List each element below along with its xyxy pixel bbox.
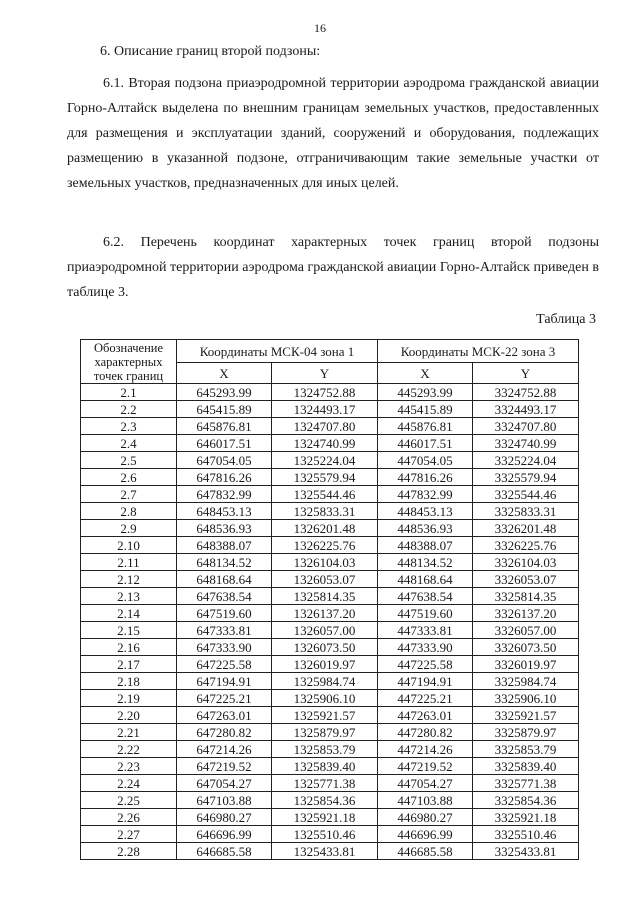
table-row: [81, 622, 579, 639]
table-row: [81, 469, 579, 486]
cell-x-msk22: 448134.52: [377, 554, 472, 571]
table-row: [81, 690, 579, 707]
cell-point-id: 2.8: [81, 503, 177, 520]
cell-y-msk22: 3326073.50: [472, 639, 578, 656]
cell-y-msk22: 3326019.97: [472, 656, 578, 673]
cell-x-msk04: 646696.99: [177, 826, 272, 843]
cell-x-msk22: 447054.27: [377, 775, 472, 792]
cell-x-msk22: 447280.82: [377, 724, 472, 741]
cell-y-msk22: 3325921.18: [472, 809, 578, 826]
coordinates-table: [80, 339, 579, 860]
cell-point-id: 2.16: [81, 639, 177, 656]
header-x-msk22: X: [377, 363, 472, 384]
section-heading: 6. Описание границ второй подзоны:: [100, 44, 321, 59]
cell-point-id: 2.6: [81, 469, 177, 486]
cell-y-msk22: 3325814.35: [472, 588, 578, 605]
cell-x-msk04: 648536.93: [177, 520, 272, 537]
cell-y-msk22: 3326201.48: [472, 520, 578, 537]
cell-y-msk04: 1326225.76: [272, 537, 378, 554]
header-msk04: Координаты МСК-04 зона 1: [177, 340, 378, 363]
cell-point-id: 2.15: [81, 622, 177, 639]
table-row: [81, 384, 579, 401]
cell-y-msk22: 3325771.38: [472, 775, 578, 792]
cell-x-msk04: 647219.52: [177, 758, 272, 775]
cell-y-msk22: 3325833.31: [472, 503, 578, 520]
cell-point-id: 2.14: [81, 605, 177, 622]
table-row: [81, 435, 579, 452]
cell-point-id: 2.18: [81, 673, 177, 690]
cell-y-msk22: 3324707.80: [472, 418, 578, 435]
cell-x-msk22: 446017.51: [377, 435, 472, 452]
cell-x-msk04: 647816.26: [177, 469, 272, 486]
cell-y-msk22: 3325921.57: [472, 707, 578, 724]
table-row: [81, 503, 579, 520]
cell-x-msk04: 647214.26: [177, 741, 272, 758]
cell-x-msk04: 648453.13: [177, 503, 272, 520]
cell-y-msk22: 3324493.17: [472, 401, 578, 418]
cell-point-id: 2.10: [81, 537, 177, 554]
cell-y-msk22: 3325544.46: [472, 486, 578, 503]
table-row: [81, 741, 579, 758]
cell-point-id: 2.26: [81, 809, 177, 826]
table-row: [81, 554, 579, 571]
cell-x-msk22: 447832.99: [377, 486, 472, 503]
table-row: [81, 520, 579, 537]
cell-point-id: 2.28: [81, 843, 177, 860]
cell-point-id: 2.25: [81, 792, 177, 809]
cell-point-id: 2.24: [81, 775, 177, 792]
cell-y-msk04: 1325984.74: [272, 673, 378, 690]
cell-x-msk22: 447219.52: [377, 758, 472, 775]
table-row: [81, 605, 579, 622]
cell-y-msk04: 1325224.04: [272, 452, 378, 469]
cell-x-msk04: 647333.81: [177, 622, 272, 639]
page-number: 16: [314, 21, 326, 35]
header-msk22: Координаты МСК-22 зона 3: [377, 340, 578, 363]
cell-x-msk04: 648134.52: [177, 554, 272, 571]
cell-point-id: 2.5: [81, 452, 177, 469]
cell-y-msk22: 3325579.94: [472, 469, 578, 486]
cell-point-id: 2.21: [81, 724, 177, 741]
cell-y-msk22: 3325984.74: [472, 673, 578, 690]
cell-point-id: 2.20: [81, 707, 177, 724]
cell-y-msk04: 1325814.35: [272, 588, 378, 605]
table-row: [81, 724, 579, 741]
cell-x-msk22: 447333.90: [377, 639, 472, 656]
cell-y-msk04: 1325579.94: [272, 469, 378, 486]
cell-y-msk04: 1324752.88: [272, 384, 378, 401]
header-x-msk04: X: [177, 363, 272, 384]
table-caption: Таблица 3: [536, 312, 596, 327]
table-row: [81, 826, 579, 843]
cell-y-msk04: 1324740.99: [272, 435, 378, 452]
cell-x-msk04: 647832.99: [177, 486, 272, 503]
cell-point-id: 2.13: [81, 588, 177, 605]
table-row: [81, 843, 579, 860]
cell-x-msk22: 446696.99: [377, 826, 472, 843]
cell-x-msk04: 648168.64: [177, 571, 272, 588]
cell-point-id: 2.27: [81, 826, 177, 843]
cell-x-msk22: 448388.07: [377, 537, 472, 554]
cell-x-msk22: 447263.01: [377, 707, 472, 724]
cell-x-msk04: 647263.01: [177, 707, 272, 724]
cell-x-msk22: 445293.99: [377, 384, 472, 401]
cell-x-msk04: 648388.07: [177, 537, 272, 554]
table-row: [81, 656, 579, 673]
cell-y-msk04: 1326104.03: [272, 554, 378, 571]
header-y-msk04: Y: [272, 363, 378, 384]
cell-y-msk22: 3324752.88: [472, 384, 578, 401]
cell-y-msk22: 3325839.40: [472, 758, 578, 775]
cell-point-id: 2.7: [81, 486, 177, 503]
cell-x-msk22: 447638.54: [377, 588, 472, 605]
cell-x-msk22: 445876.81: [377, 418, 472, 435]
cell-y-msk04: 1325510.46: [272, 826, 378, 843]
table-row: [81, 401, 579, 418]
cell-x-msk22: 447194.91: [377, 673, 472, 690]
cell-y-msk22: 3324740.99: [472, 435, 578, 452]
cell-x-msk04: 646685.58: [177, 843, 272, 860]
cell-y-msk04: 1325906.10: [272, 690, 378, 707]
paragraph-6-2: 6.2. Перечень координат характерных точек границ второй подзоны приаэродромной территории аэродрома гражданской авиации Горно-Алтайск приведен в таблице 3.: [67, 235, 599, 300]
cell-y-msk04: 1325921.57: [272, 707, 378, 724]
cell-x-msk04: 647194.91: [177, 673, 272, 690]
table-header-row: [81, 340, 579, 363]
cell-x-msk04: 647280.82: [177, 724, 272, 741]
cell-y-msk04: 1326019.97: [272, 656, 378, 673]
cell-x-msk22: 447333.81: [377, 622, 472, 639]
cell-x-msk22: 446685.58: [377, 843, 472, 860]
cell-x-msk04: 647225.21: [177, 690, 272, 707]
cell-y-msk22: 3326137.20: [472, 605, 578, 622]
cell-y-msk04: 1326057.00: [272, 622, 378, 639]
cell-x-msk04: 646017.51: [177, 435, 272, 452]
cell-point-id: 2.3: [81, 418, 177, 435]
cell-y-msk04: 1325544.46: [272, 486, 378, 503]
table-row: [81, 571, 579, 588]
cell-y-msk22: 3325224.04: [472, 452, 578, 469]
cell-y-msk22: 3325853.79: [472, 741, 578, 758]
cell-x-msk22: 448453.13: [377, 503, 472, 520]
cell-y-msk04: 1325833.31: [272, 503, 378, 520]
table-row: [81, 452, 579, 469]
cell-y-msk04: 1325839.40: [272, 758, 378, 775]
cell-y-msk04: 1325853.79: [272, 741, 378, 758]
cell-x-msk04: 645415.89: [177, 401, 272, 418]
cell-x-msk04: 647103.88: [177, 792, 272, 809]
cell-x-msk22: 447816.26: [377, 469, 472, 486]
cell-x-msk04: 647333.90: [177, 639, 272, 656]
cell-point-id: 2.22: [81, 741, 177, 758]
cell-y-msk04: 1326073.50: [272, 639, 378, 656]
cell-point-id: 2.1: [81, 384, 177, 401]
cell-y-msk22: 3326104.03: [472, 554, 578, 571]
cell-point-id: 2.12: [81, 571, 177, 588]
cell-point-id: 2.19: [81, 690, 177, 707]
cell-x-msk22: 447225.58: [377, 656, 472, 673]
cell-point-id: 2.9: [81, 520, 177, 537]
cell-x-msk04: 647054.05: [177, 452, 272, 469]
table-row: [81, 588, 579, 605]
cell-y-msk22: 3326225.76: [472, 537, 578, 554]
cell-y-msk04: 1325433.81: [272, 843, 378, 860]
table-row: [81, 639, 579, 656]
cell-point-id: 2.2: [81, 401, 177, 418]
cell-y-msk22: 3326053.07: [472, 571, 578, 588]
table-row: [81, 758, 579, 775]
cell-x-msk22: 448536.93: [377, 520, 472, 537]
table-row: [81, 809, 579, 826]
cell-x-msk22: 447054.05: [377, 452, 472, 469]
cell-y-msk22: 3326057.00: [472, 622, 578, 639]
header-point-label: Обозначение характерных точек границ: [81, 340, 177, 384]
cell-point-id: 2.23: [81, 758, 177, 775]
table-row: [81, 486, 579, 503]
cell-y-msk04: 1325879.97: [272, 724, 378, 741]
cell-x-msk04: 647054.27: [177, 775, 272, 792]
cell-y-msk22: 3325854.36: [472, 792, 578, 809]
cell-y-msk22: 3325510.46: [472, 826, 578, 843]
table-row: [81, 792, 579, 809]
cell-x-msk22: 445415.89: [377, 401, 472, 418]
table-row: [81, 673, 579, 690]
table-row: [81, 418, 579, 435]
cell-x-msk04: 647638.54: [177, 588, 272, 605]
cell-x-msk04: 645293.99: [177, 384, 272, 401]
table-body: [81, 384, 579, 860]
cell-point-id: 2.11: [81, 554, 177, 571]
cell-y-msk04: 1324493.17: [272, 401, 378, 418]
cell-x-msk22: 448168.64: [377, 571, 472, 588]
cell-x-msk04: 647225.58: [177, 656, 272, 673]
cell-y-msk04: 1324707.80: [272, 418, 378, 435]
cell-y-msk04: 1326053.07: [272, 571, 378, 588]
cell-x-msk22: 447214.26: [377, 741, 472, 758]
cell-y-msk22: 3325906.10: [472, 690, 578, 707]
cell-y-msk04: 1325921.18: [272, 809, 378, 826]
cell-x-msk22: 446980.27: [377, 809, 472, 826]
cell-point-id: 2.17: [81, 656, 177, 673]
cell-y-msk22: 3325879.97: [472, 724, 578, 741]
cell-x-msk04: 645876.81: [177, 418, 272, 435]
cell-x-msk04: 647519.60: [177, 605, 272, 622]
cell-y-msk04: 1325771.38: [272, 775, 378, 792]
cell-y-msk04: 1326137.20: [272, 605, 378, 622]
cell-y-msk22: 3325433.81: [472, 843, 578, 860]
cell-y-msk04: 1326201.48: [272, 520, 378, 537]
paragraph-6-1: 6.1. Вторая подзона приаэродромной территории аэродрома гражданской авиации Горно-Алтайск выделена по внешним границам земельных участков, предоставленных для размещения и эксплуатации зданий, сооружений и оборудования, подлежащих размещению в указанной подзоне, отграничивающим такие земельные участки от земельных участков, предназначенных для иных целей.: [67, 76, 599, 191]
cell-point-id: 2.4: [81, 435, 177, 452]
table-row: [81, 707, 579, 724]
cell-x-msk22: 447103.88: [377, 792, 472, 809]
header-y-msk22: Y: [472, 363, 578, 384]
cell-y-msk04: 1325854.36: [272, 792, 378, 809]
table-row: [81, 537, 579, 554]
cell-x-msk04: 646980.27: [177, 809, 272, 826]
cell-x-msk22: 447225.21: [377, 690, 472, 707]
table-row: [81, 775, 579, 792]
cell-x-msk22: 447519.60: [377, 605, 472, 622]
